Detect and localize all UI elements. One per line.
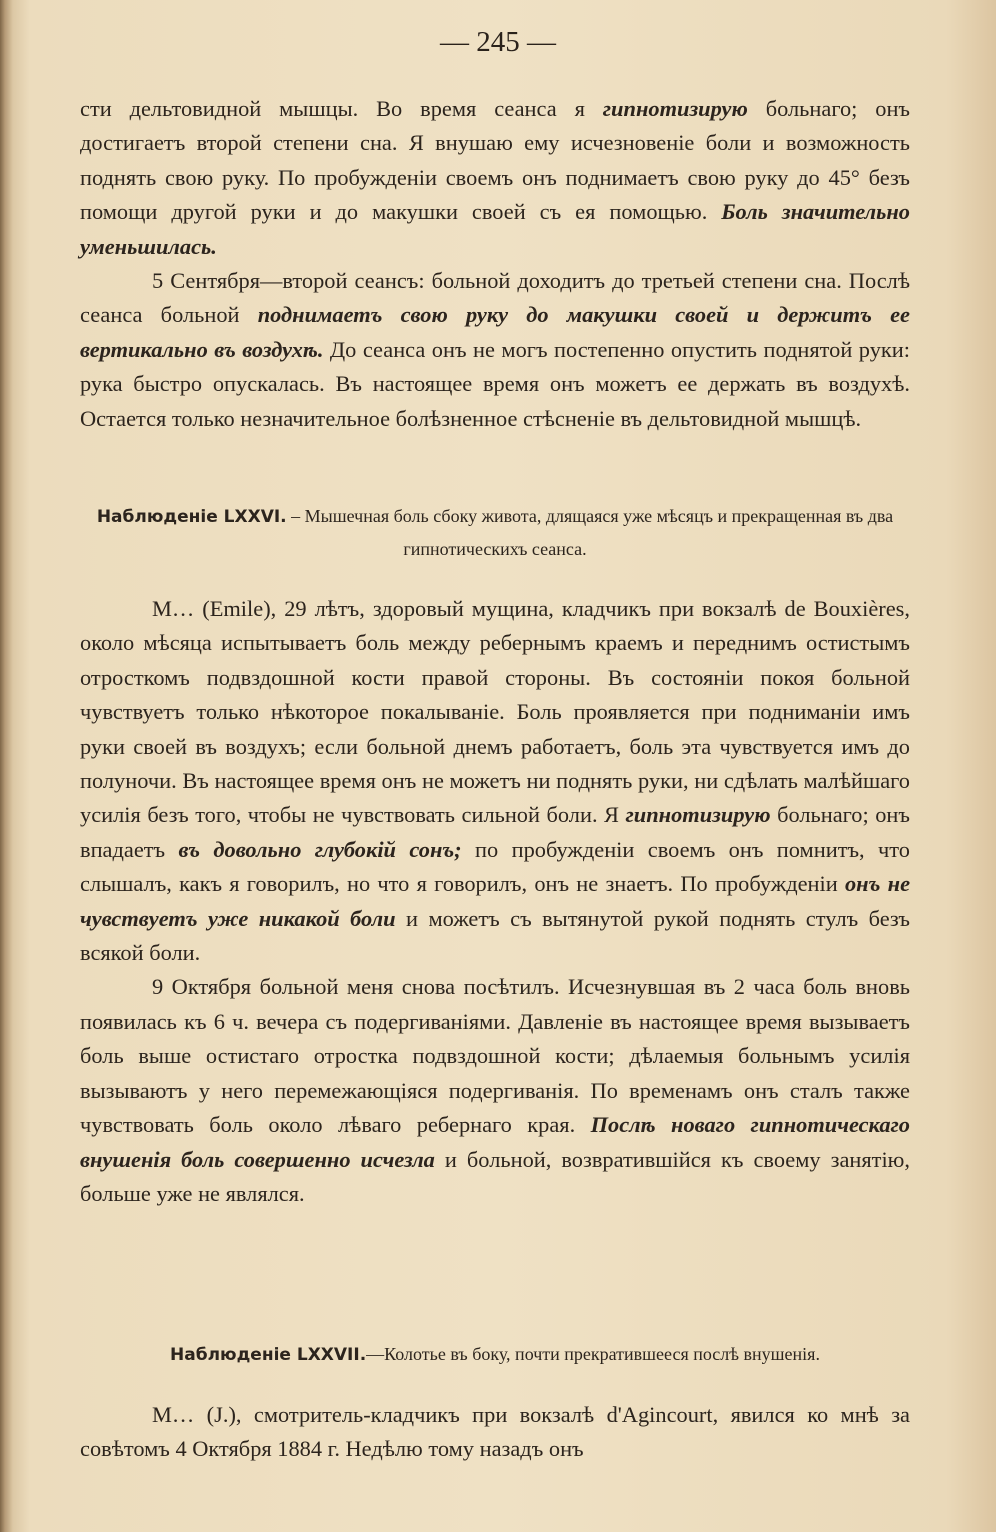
text-span: больнаго; онъ впадаетъ <box>80 802 910 862</box>
observation-heading-76 <box>80 500 910 565</box>
text-block-observation-77 <box>80 1398 910 1467</box>
text-span: сти дельтовидной мышцы. Во время сеанса я <box>80 96 603 121</box>
text-span: М… (Emile), 29 лѣтъ, здоровый мущина, кладчикъ при вокзалѣ de Bouxières, около мѣсяца испытываетъ боль между ребернымъ краемъ и переднимъ остистымъ отросткомъ подвздошной кости правой стороны. Въ состояніи покоя больной чувствуетъ только нѣкоторое покалываніе. Боль проявляется при подниманіи имъ руки своей въ воздухъ; если больной днемъ работаетъ, боль эта чувствуется имъ до полуночи. Въ настоящее время онъ не можетъ ни поднять руки, ни сдѣлать малѣйшаго усилія безъ того, чтобы не чувствовать сильной боли. Я <box>80 596 910 828</box>
observation-title: – Мышечная боль сбоку живота, длящаяся уже мѣсяцъ и прекращенная въ два гипнотическихъ сеанса. <box>286 506 894 559</box>
italic-phrase: Боль значительно уменьшилась. <box>80 199 910 259</box>
text-span: и можетъ съ вытянутой рукой поднять стулъ безъ всякой боли. <box>80 905 910 966</box>
text-block-observation-76 <box>80 592 910 1211</box>
paragraph <box>80 264 910 436</box>
text-span: 5 Сентября—второй сеансъ: больной доходитъ до третьей степени сна. Послѣ сеанса больной <box>80 268 910 328</box>
italic-phrase: гипнотизирую <box>602 96 748 121</box>
paragraph <box>80 592 910 970</box>
text-span: больнаго; онъ достигаетъ второй степени сна. Я внушаю ему исчезновеніе боли и возможность поднять свою руку. По пробужденіи своемъ онъ поднимаетъ свою руку до 45° безъ помощи другой руки и до макушки своей съ ея помощью. <box>80 96 911 225</box>
italic-phrase: поднимаетъ свою руку до макушки своей и держитъ ее вертикально въ воздухѣ. <box>80 302 910 362</box>
text-block-case-continuation <box>80 92 910 436</box>
text-span: и больной, возвратившійся къ своему занятію, больше уже не являлся. <box>80 1146 910 1206</box>
text-span: 9 Октября больной меня снова посѣтилъ. Исчезнувшая въ 2 часа боль вновь появилась къ 6 ч. вечера съ подергиваніями. Давленіе въ настоящее время вызываетъ боль выше остистаго отростка подвздошной кости; дѣлаемыя больнымъ усилія вызываютъ у него перемежающіяся подергиванія. По временамъ онъ сталъ также чувствовать боль около лѣваго ребернаго края. <box>80 974 910 1138</box>
paragraph <box>80 92 910 264</box>
italic-phrase: въ довольно глубокій сонъ; <box>178 836 462 862</box>
text-span: До сеанса онъ не могъ постепенно опустить поднятой руки: рука быстро опускалась. Въ настоящее время онъ можетъ ее держать въ воздухѣ. Остается только незначительное болѣзненное стѣсненіе въ дельтовидной мышцѣ. <box>80 336 910 431</box>
observation-label: Наблюденіе LXXVII. <box>170 1345 367 1365</box>
observation-label: Наблюденіе LXXVI. <box>96 507 287 527</box>
italic-phrase: Послѣ новаго гипнотическаго внушенія боль совершенно исчезла <box>80 1112 911 1172</box>
text-span: по пробужденіи своемъ онъ помнитъ, что слышалъ, какъ я говорилъ, но что я говорилъ, онъ не знаетъ. По пробужденіи <box>80 836 910 897</box>
paragraph <box>80 970 910 1211</box>
observation-heading-77 <box>80 1338 910 1371</box>
italic-phrase: гипнотизирую <box>625 802 771 828</box>
paragraph: М… (J.), смотритель-кладчикъ при вокзалѣ d'Agincourt, явился ко мнѣ за совѣтомъ 4 Октября 1884 г. Недѣлю тому назадъ онъ <box>80 1402 910 1462</box>
italic-phrase: онъ не чувствуетъ уже никакой боли <box>80 871 911 931</box>
observation-title: —Колотье въ боку, почти прекратившееся послѣ внушенія. <box>366 1344 820 1364</box>
page-number: — 245 — <box>440 26 556 58</box>
